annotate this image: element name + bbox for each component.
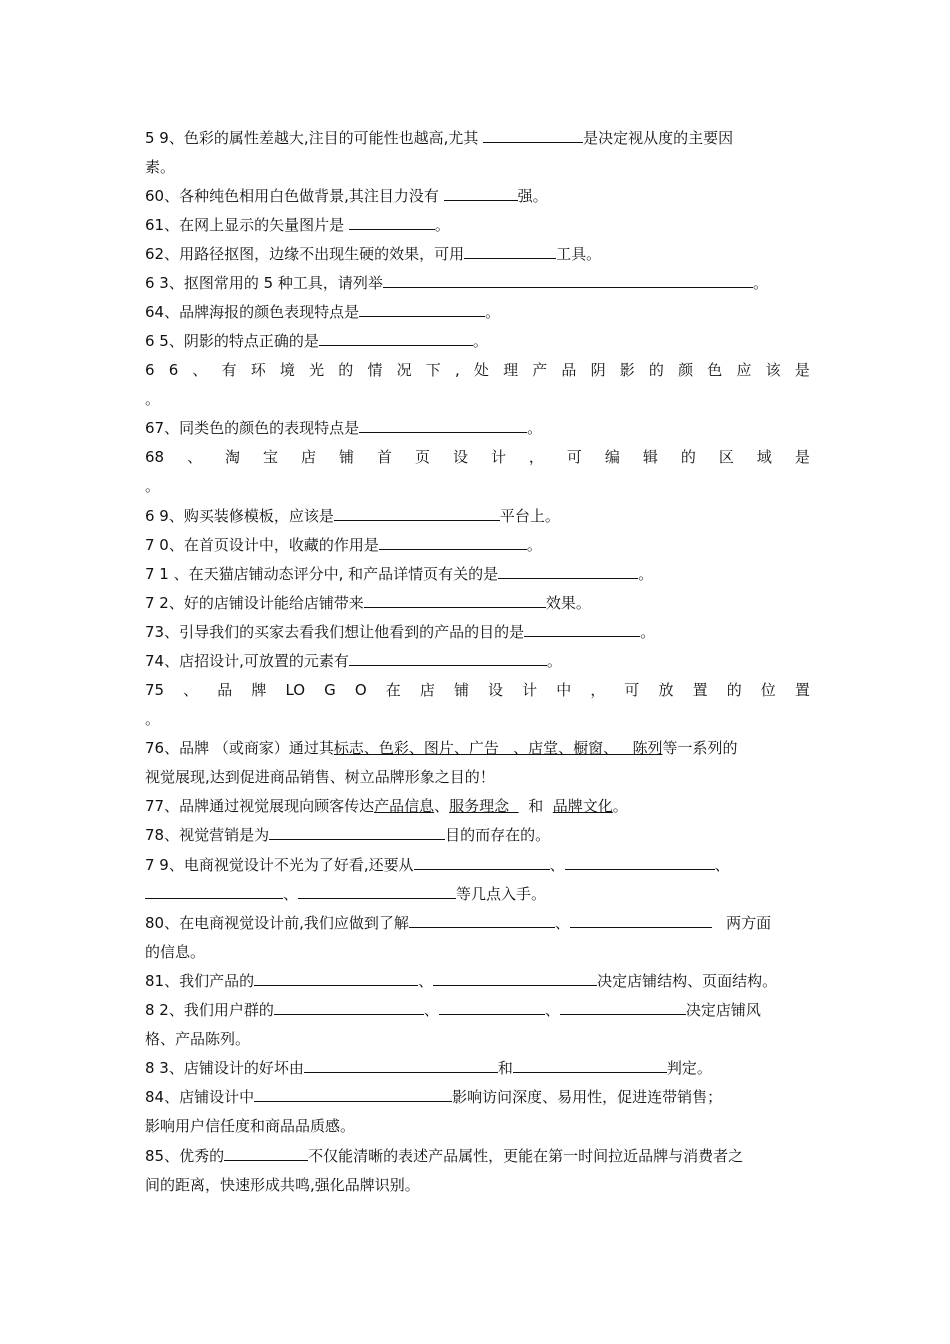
answer-blank [359,415,527,433]
question-82: 8 2、我们用户群的 、 、 决定店铺风 [145,996,810,1025]
question-78: 78、视觉营销是为 目的而存在的。 [145,821,810,850]
answer-blank [565,852,715,870]
answer-blank [409,910,555,928]
question-59: 5 9、色彩的属性差越大,注目的可能性也越高,尤其 是决定视从度的主要因 [145,124,810,153]
answer-blank [483,125,583,143]
question-59-cont: 素。 [145,158,176,176]
answer-blank [414,852,550,870]
question-66 [145,356,810,385]
question-68-cont: 。 [145,477,161,495]
answer-blank [319,328,473,346]
question-76: 76、品牌 （或商家）通过其标志、色彩、图片、广告 、店堂、橱窗、 陈列等一系列的 [145,739,738,757]
underlined-answer: 品牌文化 [552,797,613,815]
answer-blank [269,822,445,840]
answer-blank [464,241,556,259]
answer-blank [298,881,456,899]
question-85-cont: 间的距离，快速形成共鸣,强化品牌识别。 [145,1176,420,1194]
answer-blank [570,910,712,928]
answer-blank [433,968,597,986]
answer-blank [349,212,435,230]
question-82-cont: 格、产品陈列。 [145,1030,251,1048]
answer-blank [254,1084,452,1102]
question-79-cont: 、 等几点入手。 [145,880,810,909]
question-77: 77、品牌通过视觉展现向顾客传达产品信息、服务理念 和 品牌文化。 [145,797,628,815]
answer-blank [349,648,547,666]
justified-line: 6 6 、 有 环 境 光 的 情 况 下 , 处 理 产 品 阴 影 的 颜 色 应 该 是 [145,361,810,379]
answer-blank [439,997,545,1015]
underlined-answer: 标志、色彩、图片、广告 、店堂、橱窗、 陈列 [333,739,663,757]
underlined-answer: 产品信息 [374,797,435,815]
question-72: 7 2、好的店铺设计能给店铺带来 效果。 [145,589,810,618]
question-71: 7 1 、在天猫店铺动态评分中, 和产品详情页有关的是 。 [145,560,810,589]
justified-line: 68 、 淘 宝 店 铺 首 页 设 计 ， 可 编 辑 的 区 域 是 [145,448,810,466]
answer-blank [224,1143,308,1161]
question-81: 81、我们产品的 、 决定店铺结构、页面结构。 [145,967,810,996]
question-85: 85、优秀的 不仅能清晰的表述产品属性，更能在第一时间拉近品牌与消费者之 [145,1142,810,1171]
question-80: 80、在电商视觉设计前,我们应做到了解 、 两方面 [145,909,810,938]
question-75-cont: 。 [145,710,161,728]
question-74: 74、店招设计,可放置的元素有 。 [145,647,810,676]
question-67: 67、同类色的颜色的表现特点是 。 [145,414,810,443]
answer-blank [383,270,753,288]
answer-blank [379,532,527,550]
question-75 [145,676,810,705]
question-73: 73、引导我们的买家去看我们想让他看到的产品的目的是 。 [145,618,810,647]
justified-line: 75 、 品 牌 LO G O 在 店 铺 设 计 中 ， 可 放 置 的 位 置 [145,681,810,699]
question-65: 6 5、阴影的特点正确的是 。 [145,327,810,356]
answer-blank [524,619,640,637]
question-70: 7 0、在首页设计中，收藏的作用是 。 [145,531,810,560]
answer-blank [334,503,500,521]
answer-blank [304,1055,498,1073]
answer-blank [359,299,485,317]
question-64: 64、品牌海报的颜色表现特点是 。 [145,298,810,327]
answer-blank [513,1055,667,1073]
question-83: 8 3、店铺设计的好坏由 和 判定。 [145,1054,810,1083]
question-60: 60、各种纯色相用白色做背景,其注目力没有 强。 [145,182,810,211]
answer-blank [444,183,518,201]
question-63: 6 3、抠图常用的 5 种工具，请列举 。 [145,269,810,298]
question-76-cont: 视觉展现,达到促进商品销售、树立品牌形象之目的！ [145,768,495,786]
question-68 [145,443,810,472]
question-84-cont: 影响用户信任度和商品品质感。 [145,1117,356,1135]
question-84: 84、店铺设计中 影响访问深度、易用性，促进连带销售； [145,1083,810,1112]
question-66-cont: 。 [145,390,161,408]
answer-blank [254,968,418,986]
answer-blank [364,590,546,608]
answer-blank [560,997,686,1015]
answer-blank [498,561,638,579]
question-69: 6 9、购买装修模板，应该是 平台上。 [145,502,810,531]
question-79: 7 9、电商视觉设计不光为了好看,还要从 、 、 [145,851,810,880]
underlined-answer: 服务理念 [449,797,519,815]
question-80-cont: 的信息。 [145,943,206,961]
answer-blank [274,997,424,1015]
question-62: 62、用路径抠图，边缘不出现生硬的效果，可用 工具。 [145,240,810,269]
question-61: 61、在网上显示的矢量图片是 。 [145,211,810,240]
answer-blank [145,881,283,899]
